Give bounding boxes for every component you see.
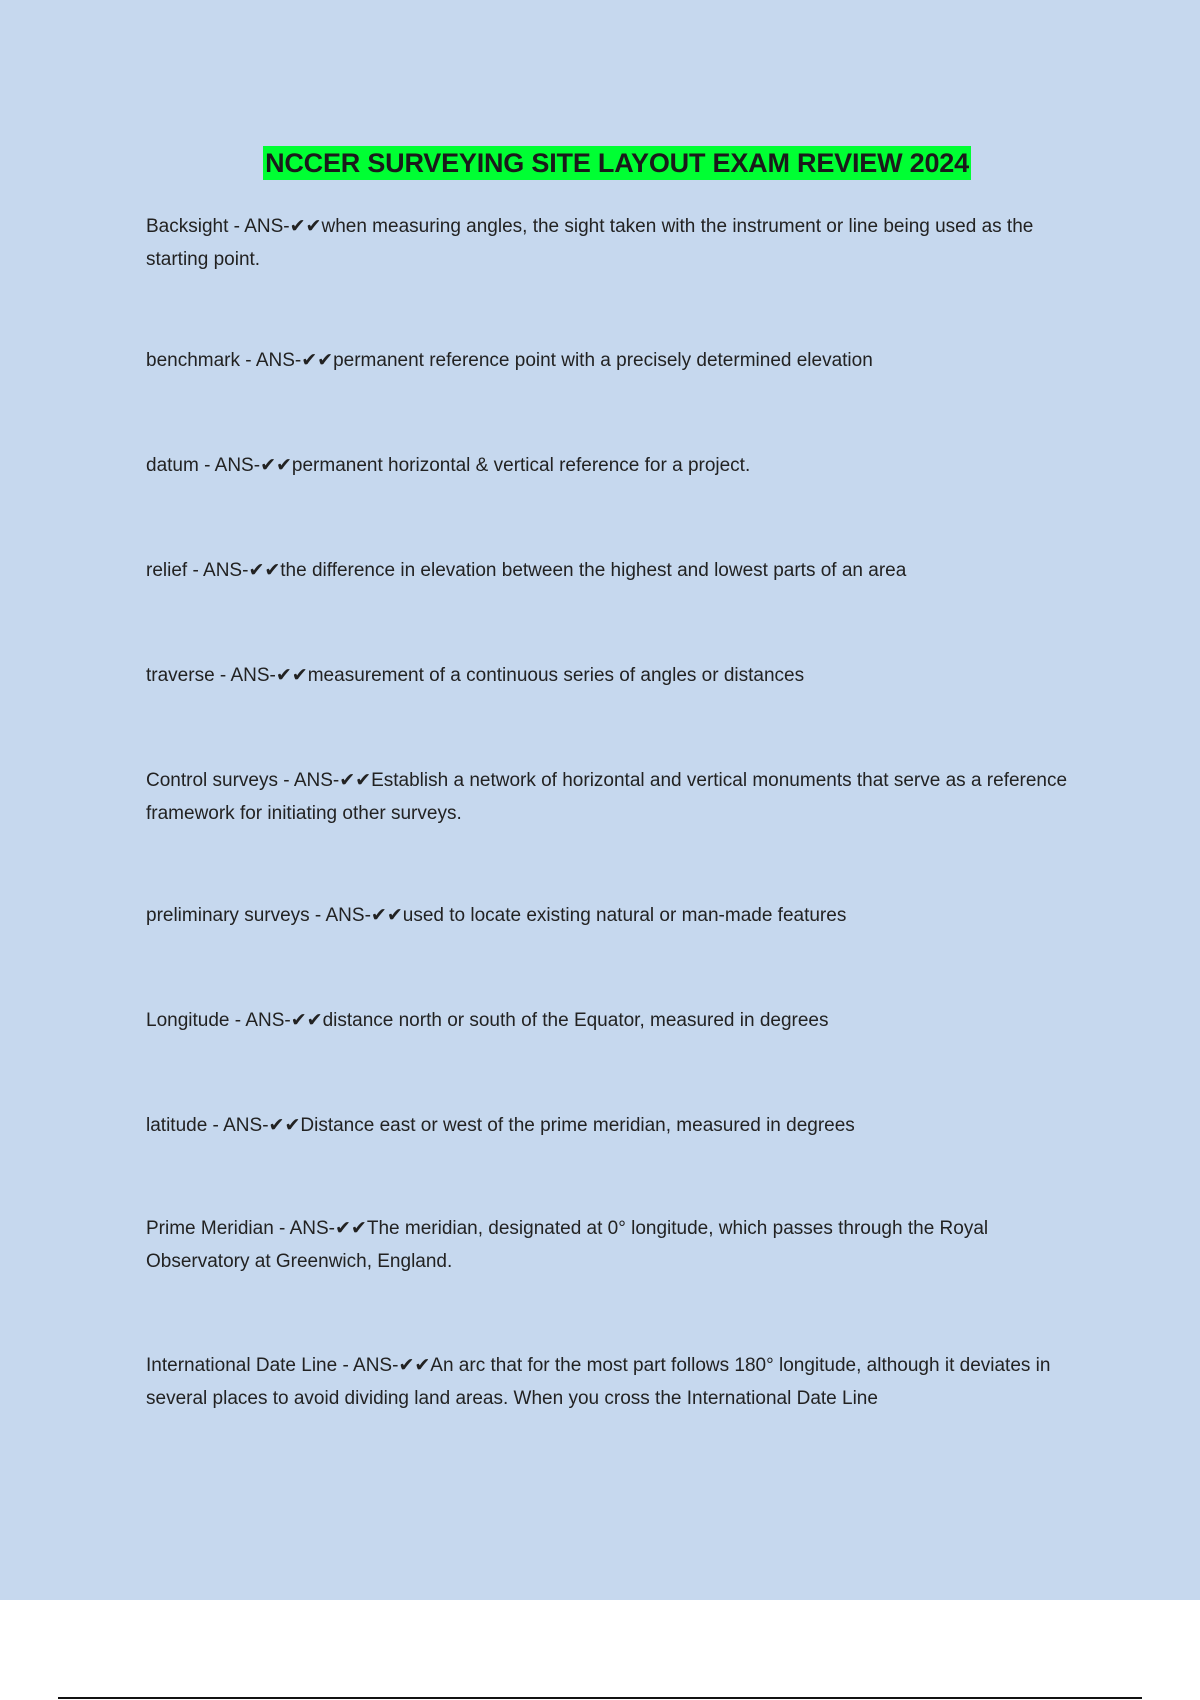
entry-answer: when measuring angles, the sight taken with the instrument or line being used as the starting point. — [146, 216, 1034, 270]
answer-marker: ANS- — [230, 665, 276, 686]
entry-longitude: Longitude - ANS-✔✔distance north or south of the Equator, measured in degrees — [146, 1009, 829, 1031]
entry-term: preliminary surveys — [146, 905, 310, 926]
check-icon: ✔✔ — [370, 904, 403, 926]
entry-latitude: latitude - ANS-✔✔Distance east or west of the prime meridian, measured in degrees — [146, 1114, 855, 1136]
entry-answer: permanent horizontal & vertical reference for a project. — [291, 455, 751, 476]
check-icon: ✔✔ — [301, 349, 334, 371]
check-icon: ✔✔ — [260, 454, 292, 476]
title-container — [0, 146, 1200, 180]
entry-benchmark: benchmark - ANS-✔✔permanent reference point with a precisely determined elevation — [146, 349, 873, 371]
entry-answer: measurement of a continuous series of angles or distances — [307, 665, 805, 686]
check-icon: ✔✔ — [268, 1114, 301, 1136]
check-icon: ✔✔ — [248, 559, 281, 581]
answer-marker: ANS- — [203, 560, 249, 581]
check-icon: ✔✔ — [339, 769, 372, 791]
entry-term: Longitude — [146, 1010, 230, 1031]
entry-relief: relief - ANS-✔✔the difference in elevation between the highest and lowest parts of an area — [146, 559, 907, 581]
entry-term: Prime Meridian — [146, 1218, 274, 1239]
entry-answer: The meridian, designated at 0° longitude, which passes through the Royal Observatory at Greenwich, England. — [146, 1218, 989, 1272]
entry-answer: distance north or south of the Equator, measured in degrees — [322, 1010, 829, 1031]
entry-answer: Establish a network of horizontal and vertical monuments that serve as a reference framework for initiating other surveys. — [146, 770, 1068, 824]
entry-answer: Distance east or west of the prime meridian, measured in degrees — [300, 1115, 855, 1136]
answer-marker: ANS- — [293, 770, 340, 791]
entry-preliminary-surveys: preliminary surveys - ANS-✔✔used to locate existing natural or man-made features — [146, 904, 847, 926]
entry-international-date-line: International Date Line - ANS-✔✔An arc that for the most part follows 180° longitude, although it deviates in several places to avoid dividing land areas. When you cross the International Date Line — [146, 1354, 1051, 1409]
entry-term: International Date Line — [146, 1355, 338, 1376]
answer-marker: ANS- — [223, 1115, 269, 1136]
entry-term: Backsight — [146, 216, 229, 237]
entry-backsight: Backsight - ANS-✔✔when measuring angles, the sight taken with the instrument or line being used as the starting point. — [146, 215, 1034, 270]
entry-answer: used to locate existing natural or man-made features — [402, 905, 847, 926]
check-icon: ✔✔ — [275, 664, 308, 686]
document-title: NCCER SURVEYING SITE LAYOUT EXAM REVIEW 2024 — [265, 148, 969, 178]
check-icon: ✔✔ — [335, 1217, 367, 1239]
answer-marker: ANS- — [245, 1010, 291, 1031]
answer-marker: ANS- — [244, 216, 290, 237]
answer-marker: ANS- — [325, 905, 371, 926]
entry-answer: permanent reference point with a precisely determined elevation — [333, 350, 873, 371]
entry-control-surveys: Control surveys - ANS-✔✔Establish a network of horizontal and vertical monuments that serve as a reference framework for initiating other surveys. — [146, 769, 1068, 824]
entry-term: benchmark — [146, 350, 240, 371]
answer-marker: ANS- — [255, 350, 302, 371]
footer-divider — [58, 1697, 1142, 1699]
entry-prime-meridian: Prime Meridian - ANS-✔✔The meridian, designated at 0° longitude, which passes through the Royal Observatory at Greenwich, England. — [146, 1217, 989, 1272]
entry-term: traverse — [146, 665, 215, 686]
entry-term: relief — [146, 560, 188, 581]
check-icon: ✔✔ — [290, 1009, 323, 1031]
answer-marker: ANS- — [214, 455, 261, 476]
answer-marker: ANS- — [289, 1218, 336, 1239]
entry-term: Control surveys — [146, 770, 278, 791]
entry-answer: An arc that for the most part follows 180° longitude, although it deviates in several places to avoid dividing land areas. When you cross the International Date Line — [146, 1355, 1051, 1409]
entry-answer: the difference in elevation between the highest and lowest parts of an area — [280, 560, 907, 581]
entry-term: latitude — [146, 1115, 208, 1136]
answer-marker: ANS- — [353, 1355, 399, 1376]
entry-term: datum — [146, 455, 199, 476]
check-icon: ✔✔ — [398, 1354, 431, 1376]
entry-datum: datum - ANS-✔✔permanent horizontal & vertical reference for a project. — [146, 454, 751, 476]
check-icon: ✔✔ — [289, 215, 322, 237]
entry-traverse: traverse - ANS-✔✔measurement of a continuous series of angles or distances — [146, 664, 805, 686]
